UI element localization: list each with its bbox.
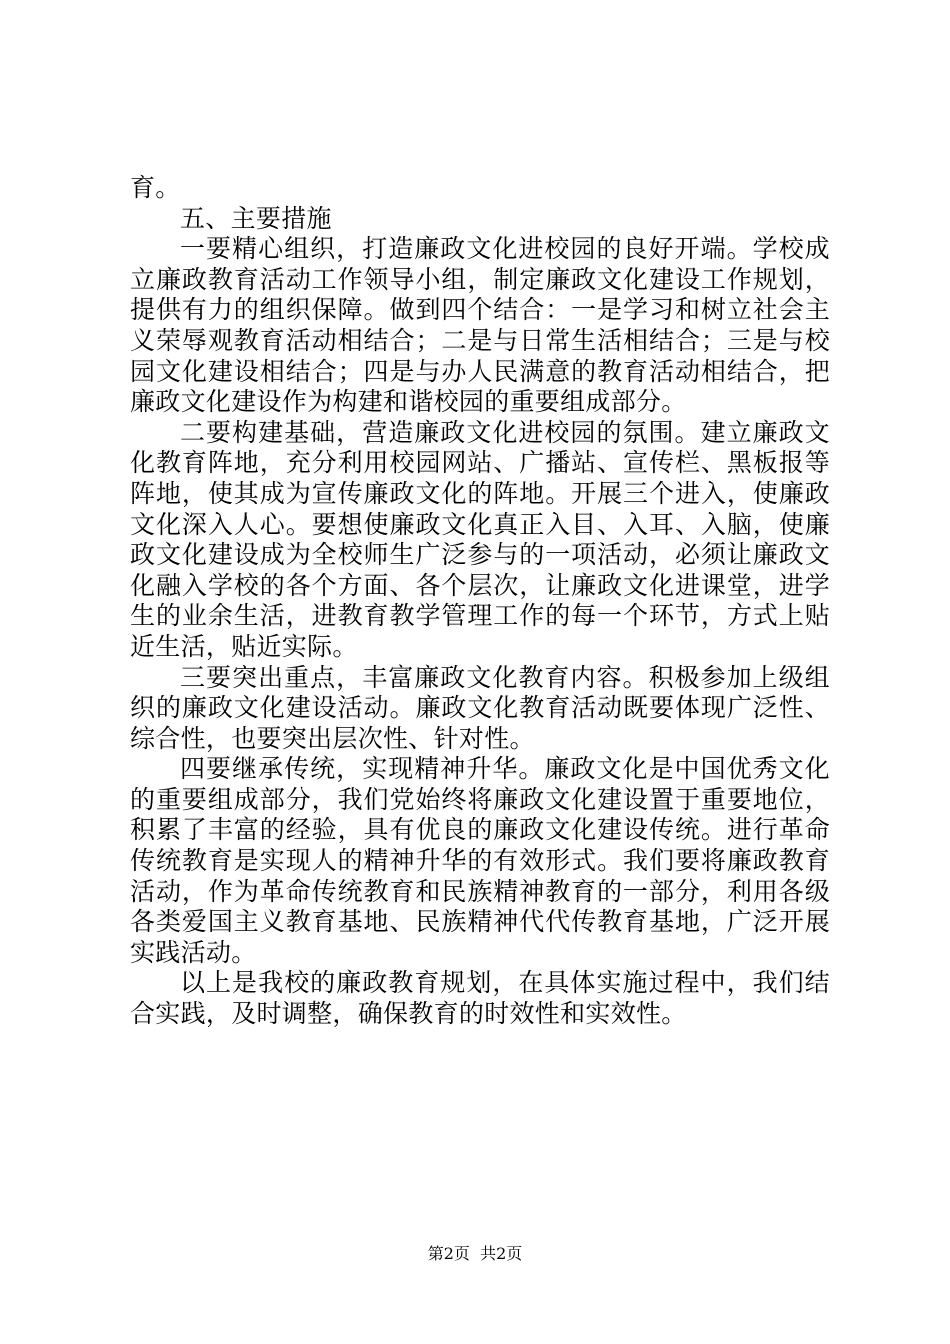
text-line: 实践活动。 [130, 937, 257, 967]
document-body [130, 173, 830, 1030]
text-line: 合实践，及时调整，确保教育的时效性和实效性。 [130, 999, 687, 1029]
text-line: 文化深入人心。要想使廉政文化真正入目、入耳、入脑，使廉 [130, 509, 830, 539]
text-line: 提供有力的组织保障。做到四个结合：一是学习和树立社会主 [130, 295, 830, 325]
text-line: 近生活，贴近实际。 [130, 631, 358, 661]
text-line: 三要突出重点，丰富廉政文化教育内容。积极参加上级组 [180, 662, 830, 692]
text-line: 育。 [130, 173, 181, 202]
text-line: 的重要组成部分，我们党始终将廉政文化建设置于重要地位， [130, 784, 830, 814]
text-line: 综合性，也要突出层次性、针对性。 [130, 723, 535, 753]
text-line: 阵地，使其成为宣传廉政文化的阵地。开展三个进入，使廉政 [130, 478, 830, 508]
text-line: 以上是我校的廉政教育规划，在具体实施过程中，我们结 [180, 968, 830, 998]
text-line: 化教育阵地，充分利用校园网站、广播站、宣传栏、黑板报等 [130, 448, 830, 478]
page-footer [0, 1244, 950, 1264]
text-line: 活动，作为革命传统教育和民族精神教育的一部分，利用各级 [130, 876, 830, 906]
text-line: 政文化建设成为全校师生广泛参与的一项活动，必须让廉政文 [130, 540, 830, 570]
text-line: 四要继承传统，实现精神升华。廉政文化是中国优秀文化 [180, 754, 830, 784]
text-line: 生的业余生活，进教育教学管理工作的每一个环节，方式上贴 [130, 601, 830, 631]
text-line: 化融入学校的各个方面、各个层次，让廉政文化进课堂，进学 [130, 570, 830, 600]
text-line: 廉政文化建设作为构建和谐校园的重要组成部分。 [130, 387, 687, 417]
text-line: 立廉政教育活动工作领导小组，制定廉政文化建设工作规划， [130, 264, 830, 294]
page-number: 第2页 共2页 [427, 1244, 523, 1263]
text-line: 园文化建设相结合；四是与办人民满意的教育活动相结合，把 [130, 356, 830, 386]
text-line: 各类爱国主义教育基地、民族精神代代传教育基地，广泛开展 [130, 907, 830, 937]
text-line: 积累了丰富的经验，具有优良的廉政文化建设传统。进行革命 [130, 815, 830, 845]
text-line: 织的廉政文化建设活动。廉政文化教育活动既要体现广泛性、 [130, 693, 830, 723]
text-line: 五、主要措施 [180, 203, 332, 233]
text-line: 二要构建基础，营造廉政文化进校园的氛围。建立廉政文 [180, 417, 830, 447]
text-line: 传统教育是实现人的精神升华的有效形式。我们要将廉政教育 [130, 846, 830, 876]
text-line: 义荣辱观教育活动相结合；二是与日常生活相结合；三是与校 [130, 325, 830, 355]
text-line: 一要精心组织，打造廉政文化进校园的良好开端。学校成 [180, 234, 830, 264]
